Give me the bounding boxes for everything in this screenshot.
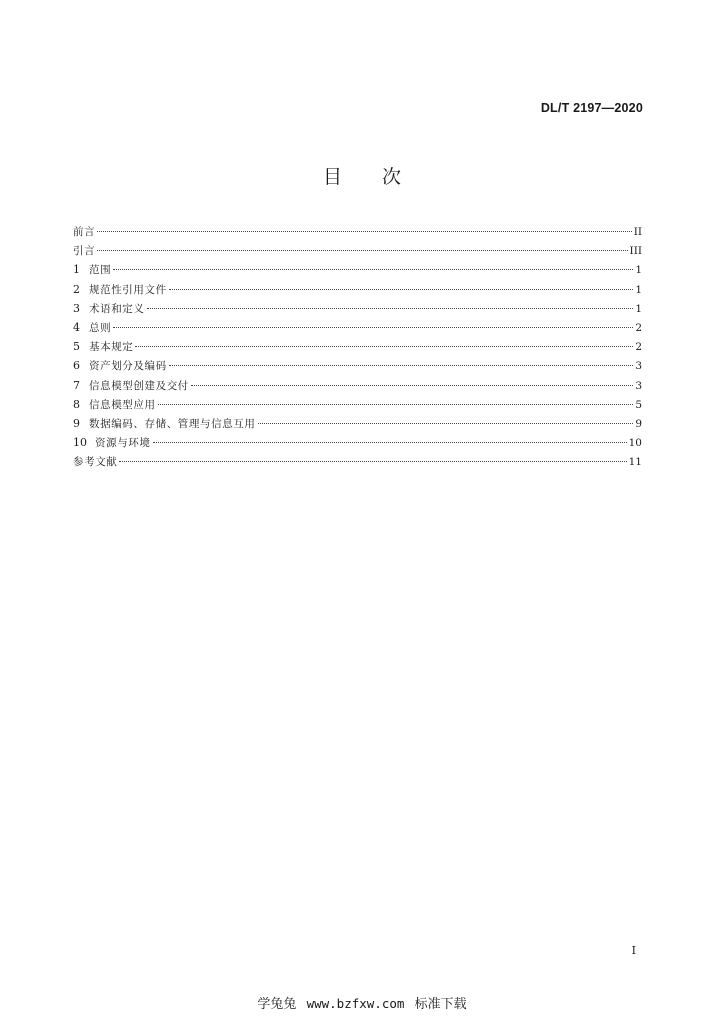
- toc-entry-page: 2: [635, 321, 642, 334]
- toc-leader-dots: [147, 308, 634, 309]
- toc-entry-introduction[interactable]: [73, 243, 642, 262]
- toc-entry-label: 规范性引用文件: [89, 283, 167, 296]
- toc-entry-label: 资产划分及编码: [89, 360, 167, 373]
- toc-entry-number: 3: [73, 301, 80, 315]
- toc-leader-dots: [119, 461, 626, 462]
- toc-leader-dots: [153, 442, 627, 443]
- page-number: I: [631, 944, 636, 957]
- toc-leader-dots: [158, 404, 634, 405]
- footer-watermark: [0, 993, 724, 1012]
- toc-entry-page: 3: [635, 360, 642, 373]
- toc-entry-10[interactable]: [73, 435, 642, 454]
- toc-entry-number: 4: [73, 320, 80, 334]
- toc-leader-dots: [113, 269, 633, 270]
- toc-entry-page: 1: [635, 264, 642, 277]
- toc-entry-label: 资源与环境: [95, 437, 151, 450]
- toc-entry-page: III: [629, 245, 642, 258]
- toc-entry-number: 9: [73, 416, 80, 430]
- toc-entry-3[interactable]: [73, 301, 642, 320]
- footer-brand: 学兔兔: [257, 997, 297, 1012]
- toc-entry-page: 1: [635, 302, 642, 315]
- toc-entry-page: 3: [635, 379, 642, 392]
- toc-entry-page: 5: [635, 398, 642, 411]
- toc-leader-dots: [97, 250, 627, 251]
- toc-entry-page: II: [633, 226, 642, 238]
- toc-entry-number: 8: [73, 397, 80, 411]
- footer-site-link[interactable]: www.bzfxw.com: [306, 996, 405, 1011]
- toc-entry-6[interactable]: [73, 358, 642, 377]
- toc-entry-number: 6: [73, 359, 80, 373]
- toc-title-char: 目: [322, 166, 342, 188]
- toc-entry-9[interactable]: [73, 416, 642, 435]
- toc-entry-7[interactable]: [73, 378, 642, 397]
- toc-entry-label: 参考文献: [73, 456, 118, 469]
- toc-leader-dots: [191, 385, 633, 386]
- toc-entry-page: 1: [635, 283, 642, 296]
- toc-leader-dots: [169, 289, 634, 290]
- toc-leader-dots: [135, 346, 633, 347]
- toc-title: [0, 162, 724, 189]
- toc-entry-label: 术语和定义: [89, 302, 145, 315]
- table-of-contents: [73, 224, 642, 473]
- toc-leader-dots: [169, 365, 634, 366]
- toc-entry-preface[interactable]: [73, 224, 642, 243]
- footer-tagline: 标准下载: [414, 997, 467, 1012]
- toc-entry-page: 10: [628, 437, 642, 450]
- toc-entry-8[interactable]: [73, 397, 642, 416]
- toc-leader-dots: [97, 231, 632, 232]
- toc-entry-number: 5: [73, 340, 80, 354]
- toc-title-char: 次: [382, 166, 402, 188]
- toc-entry-bibliography[interactable]: [73, 454, 642, 473]
- toc-entry-page: 2: [635, 341, 642, 354]
- toc-entry-4[interactable]: [73, 320, 642, 339]
- toc-entry-page: 11: [628, 456, 642, 469]
- toc-entry-label: 数据编码、存储、管理与信息互用: [89, 417, 256, 430]
- toc-entry-label: 范围: [89, 264, 112, 277]
- toc-entry-label: 信息模型应用: [89, 398, 156, 411]
- toc-entry-label: 信息模型创建及交付: [89, 379, 189, 392]
- toc-entry-number: 2: [73, 282, 80, 296]
- toc-entry-2[interactable]: [73, 282, 642, 301]
- toc-entry-page: 9: [635, 417, 642, 430]
- toc-leader-dots: [113, 327, 633, 328]
- toc-entry-number: 7: [73, 378, 80, 392]
- toc-entry-5[interactable]: [73, 339, 642, 358]
- toc-entry-label: 总则: [89, 321, 112, 334]
- toc-entry-label: 引言: [73, 245, 96, 258]
- toc-entry-number: 10: [73, 436, 87, 450]
- toc-entry-number: 1: [73, 263, 80, 277]
- toc-entry-label: 基本规定: [89, 341, 134, 354]
- toc-entry-1[interactable]: [73, 262, 642, 281]
- toc-leader-dots: [258, 423, 634, 424]
- toc-entry-label: 前言: [73, 226, 96, 238]
- document-code: DL/T 2197—2020: [540, 101, 643, 115]
